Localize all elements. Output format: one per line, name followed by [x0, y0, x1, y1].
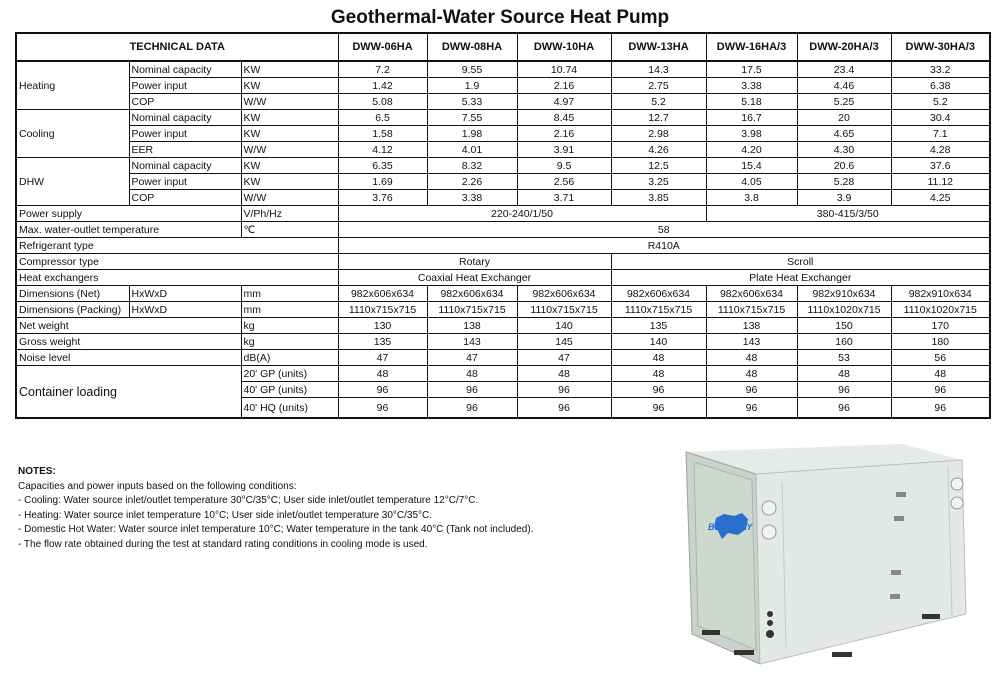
value-cell: 2.26	[427, 174, 517, 190]
value-cell: 48	[706, 366, 797, 382]
heat-exchangers-label: Heat exchangers	[16, 270, 338, 286]
table-row	[16, 110, 990, 126]
note-line: - Heating: Water source inlet temperature 10°C; User side inlet/outlet temperature 30°C/35°C.	[18, 509, 433, 521]
value-cell: 23.4	[797, 61, 891, 78]
value-cell: 96	[427, 398, 517, 419]
value-cell: 138	[427, 318, 517, 334]
dimension-sub: HxWxD	[129, 302, 241, 318]
group-label-dhw: DHW	[16, 158, 129, 206]
value-cell: 58	[338, 222, 990, 238]
value-cell: 14.3	[611, 61, 706, 78]
unit-label: dB(A)	[241, 350, 338, 366]
value-cell: 982x606x634	[517, 286, 611, 302]
table-row	[16, 318, 990, 334]
dimension-sub: HxWxD	[129, 286, 241, 302]
value-cell: 3.8	[706, 190, 797, 206]
param-label: Nominal capacity	[129, 158, 241, 174]
value-cell: 10.74	[517, 61, 611, 78]
value-cell: Coaxial Heat Exchanger	[338, 270, 611, 286]
value-cell: 2.75	[611, 78, 706, 94]
table-row	[16, 206, 990, 222]
value-cell: 2.16	[517, 126, 611, 142]
value-cell: R410A	[338, 238, 990, 254]
value-cell: 4.20	[706, 142, 797, 158]
value-cell: 48	[338, 366, 427, 382]
table-row	[16, 286, 990, 302]
note-line: Capacities and power inputs based on the following conditions:	[18, 480, 297, 492]
unit-label: KW	[241, 110, 338, 126]
value-cell: 53	[797, 350, 891, 366]
value-cell: 3.76	[338, 190, 427, 206]
value-cell: 140	[611, 334, 706, 350]
page-title: Geothermal-Water Source Heat Pump	[330, 7, 670, 28]
notes-heading: NOTES:	[18, 466, 56, 477]
value-cell: 20	[797, 110, 891, 126]
value-cell: 17.5	[706, 61, 797, 78]
technical-data-table	[15, 32, 991, 419]
group-label-heating: Heating	[16, 61, 129, 110]
value-cell: 982x606x634	[706, 286, 797, 302]
note-line: - Domestic Hot Water: Water source inlet temperature 10°C; Water temperature in the tank 40°C (Tank not included).	[18, 524, 534, 535]
unit-label: ℃	[241, 222, 338, 238]
value-cell: 135	[611, 318, 706, 334]
unit-label: KW	[241, 78, 338, 94]
value-cell: 47	[427, 350, 517, 366]
table-row	[16, 174, 990, 190]
value-cell: 1110x715x715	[611, 302, 706, 318]
value-cell: 4.01	[427, 142, 517, 158]
value-cell: 48	[891, 366, 990, 382]
dimension-label: Dimensions (Packing)	[16, 302, 129, 318]
value-cell: 6.38	[891, 78, 990, 94]
value-cell: 2.56	[517, 174, 611, 190]
unit-label: V/Ph/Hz	[241, 206, 338, 222]
model-header: DWW-10HA	[517, 33, 611, 61]
value-cell: 2.98	[611, 126, 706, 142]
param-label: COP	[129, 94, 241, 110]
value-cell: 15.4	[706, 158, 797, 174]
value-cell: 6.5	[338, 110, 427, 126]
model-header: DWW-20HA/3	[797, 33, 891, 61]
value-cell: 47	[517, 350, 611, 366]
value-cell: 56	[891, 350, 990, 366]
unit-label: KW	[241, 126, 338, 142]
value-cell: 3.9	[797, 190, 891, 206]
model-header: DWW-13HA	[611, 33, 706, 61]
value-cell: 16.7	[706, 110, 797, 126]
value-cell: 4.30	[797, 142, 891, 158]
value-cell: 1110x1020x715	[797, 302, 891, 318]
value-cell: 3.71	[517, 190, 611, 206]
param-label: COP	[129, 190, 241, 206]
unit-label: mm	[241, 302, 338, 318]
unit-label: 40' HQ (units)	[241, 398, 338, 419]
value-cell: 982x910x634	[797, 286, 891, 302]
unit-label: 20' GP (units)	[241, 366, 338, 382]
value-cell: 3.91	[517, 142, 611, 158]
param-label: Power input	[129, 78, 241, 94]
unit-label: kg	[241, 334, 338, 350]
value-cell: 150	[797, 318, 891, 334]
value-cell: 96	[338, 382, 427, 398]
model-header: DWW-16HA/3	[706, 33, 797, 61]
refrigerant-label: Refrigerant type	[16, 238, 338, 254]
value-cell: 1110x715x715	[338, 302, 427, 318]
notes-section	[18, 465, 533, 552]
value-cell: 48	[797, 366, 891, 382]
value-cell: 33.2	[891, 61, 990, 78]
value-cell: 7.1	[891, 126, 990, 142]
value-cell: Rotary	[338, 254, 611, 270]
unit-label: kg	[241, 318, 338, 334]
value-cell: 5.33	[427, 94, 517, 110]
param-label: EER	[129, 142, 241, 158]
value-cell: 380-415/3/50	[706, 206, 990, 222]
value-cell: 20.6	[797, 158, 891, 174]
value-cell: 47	[338, 350, 427, 366]
value-cell: 48	[517, 366, 611, 382]
value-cell: 5.28	[797, 174, 891, 190]
table-row	[16, 61, 990, 78]
table-row	[16, 350, 990, 366]
value-cell: 138	[706, 318, 797, 334]
value-cell: 8.32	[427, 158, 517, 174]
table-row	[16, 254, 990, 270]
value-cell: 140	[517, 318, 611, 334]
value-cell: 143	[706, 334, 797, 350]
value-cell: 3.85	[611, 190, 706, 206]
table-row	[16, 142, 990, 158]
param-label: Power input	[129, 126, 241, 142]
value-cell: 48	[706, 350, 797, 366]
value-cell: 96	[891, 398, 990, 419]
value-cell: 5.08	[338, 94, 427, 110]
table-row	[16, 126, 990, 142]
dimension-label: Dimensions (Net)	[16, 286, 129, 302]
value-cell: 12.5	[611, 158, 706, 174]
max-outlet-temp-label: Max. water-outlet temperature	[16, 222, 241, 238]
value-cell: 7.2	[338, 61, 427, 78]
value-cell: 96	[611, 398, 706, 419]
value-cell: 4.25	[891, 190, 990, 206]
value-cell: 5.2	[891, 94, 990, 110]
value-cell: 1110x715x715	[706, 302, 797, 318]
value-cell: 48	[427, 366, 517, 382]
unit-label: KW	[241, 61, 338, 78]
unit-label: KW	[241, 158, 338, 174]
value-cell: 982x606x634	[611, 286, 706, 302]
value-cell: 1.9	[427, 78, 517, 94]
value-cell: 5.2	[611, 94, 706, 110]
model-header: DWW-08HA	[427, 33, 517, 61]
value-cell: 96	[338, 398, 427, 419]
value-cell: 3.98	[706, 126, 797, 142]
value-cell: 96	[891, 382, 990, 398]
value-cell: 96	[427, 382, 517, 398]
value-cell: 1.69	[338, 174, 427, 190]
table-row	[16, 33, 990, 61]
value-cell: 4.46	[797, 78, 891, 94]
value-cell: 135	[338, 334, 427, 350]
param-label: Nominal capacity	[129, 61, 241, 78]
value-cell: 4.05	[706, 174, 797, 190]
value-cell: 4.28	[891, 142, 990, 158]
value-cell: 143	[427, 334, 517, 350]
value-cell: 4.12	[338, 142, 427, 158]
value-cell: 4.26	[611, 142, 706, 158]
value-cell: 1.58	[338, 126, 427, 142]
net-weight-label: Net weight	[16, 318, 241, 334]
value-cell: 96	[517, 398, 611, 419]
param-label: Power input	[129, 174, 241, 190]
value-cell: 220-240/1/50	[338, 206, 706, 222]
table-row	[16, 302, 990, 318]
table-row	[16, 334, 990, 350]
unit-label: KW	[241, 174, 338, 190]
value-cell: 3.38	[427, 190, 517, 206]
table-row	[16, 190, 990, 206]
value-cell: 180	[891, 334, 990, 350]
value-cell: 96	[706, 382, 797, 398]
param-label: Nominal capacity	[129, 110, 241, 126]
value-cell: 1110x1020x715	[891, 302, 990, 318]
value-cell: 48	[611, 366, 706, 382]
value-cell: 48	[611, 350, 706, 366]
value-cell: 12.7	[611, 110, 706, 126]
value-cell: 96	[517, 382, 611, 398]
value-cell: 3.38	[706, 78, 797, 94]
value-cell: 3.25	[611, 174, 706, 190]
value-cell: 4.97	[517, 94, 611, 110]
table-row	[16, 238, 990, 254]
value-cell: 982x910x634	[891, 286, 990, 302]
value-cell: 5.18	[706, 94, 797, 110]
value-cell: 4.65	[797, 126, 891, 142]
model-header: DWW-30HA/3	[891, 33, 990, 61]
value-cell: Plate Heat Exchanger	[611, 270, 990, 286]
value-cell: 96	[611, 382, 706, 398]
value-cell: 8.45	[517, 110, 611, 126]
table-row	[16, 270, 990, 286]
heat-pump-product-image	[672, 438, 990, 672]
value-cell: 37.6	[891, 158, 990, 174]
unit-label: mm	[241, 286, 338, 302]
unit-label: 40' GP (units)	[241, 382, 338, 398]
value-cell: 96	[706, 398, 797, 419]
value-cell: 170	[891, 318, 990, 334]
value-cell: 96	[797, 398, 891, 419]
table-row	[16, 158, 990, 174]
value-cell: 130	[338, 318, 427, 334]
table-row	[16, 366, 990, 382]
value-cell: 9.5	[517, 158, 611, 174]
value-cell: 9.55	[427, 61, 517, 78]
value-cell: 1.42	[338, 78, 427, 94]
table-row	[16, 78, 990, 94]
value-cell: 1.98	[427, 126, 517, 142]
brand-logo: BLUEWAY	[708, 522, 753, 532]
value-cell: 1110x715x715	[427, 302, 517, 318]
value-cell: 11.12	[891, 174, 990, 190]
value-cell: 96	[797, 382, 891, 398]
container-loading-label: Container loading	[16, 366, 241, 419]
compressor-label: Compressor type	[16, 254, 338, 270]
note-line: - Cooling: Water source inlet/outlet temperature 30°C/35°C; User side inlet/outlet temperature 12°C/7°C.	[18, 495, 479, 506]
noise-label: Noise level	[16, 350, 241, 366]
power-supply-label: Power supply	[16, 206, 241, 222]
table-row	[16, 94, 990, 110]
value-cell: 7.55	[427, 110, 517, 126]
value-cell: 6.35	[338, 158, 427, 174]
value-cell: 982x606x634	[338, 286, 427, 302]
gross-weight-label: Gross weight	[16, 334, 241, 350]
unit-label: W/W	[241, 190, 338, 206]
value-cell: 2.16	[517, 78, 611, 94]
value-cell: 5.25	[797, 94, 891, 110]
value-cell: 30.4	[891, 110, 990, 126]
table-row	[16, 222, 990, 238]
unit-label: W/W	[241, 142, 338, 158]
note-line: - The flow rate obtained during the test at standard rating conditions in cooling mode is used.	[18, 538, 428, 550]
model-header: DWW-06HA	[338, 33, 427, 61]
value-cell: Scroll	[611, 254, 990, 270]
group-label-cooling: Cooling	[16, 110, 129, 158]
value-cell: 145	[517, 334, 611, 350]
technical-data-header: TECHNICAL DATA	[16, 33, 338, 61]
value-cell: 982x606x634	[427, 286, 517, 302]
value-cell: 160	[797, 334, 891, 350]
value-cell: 1110x715x715	[517, 302, 611, 318]
unit-label: W/W	[241, 94, 338, 110]
